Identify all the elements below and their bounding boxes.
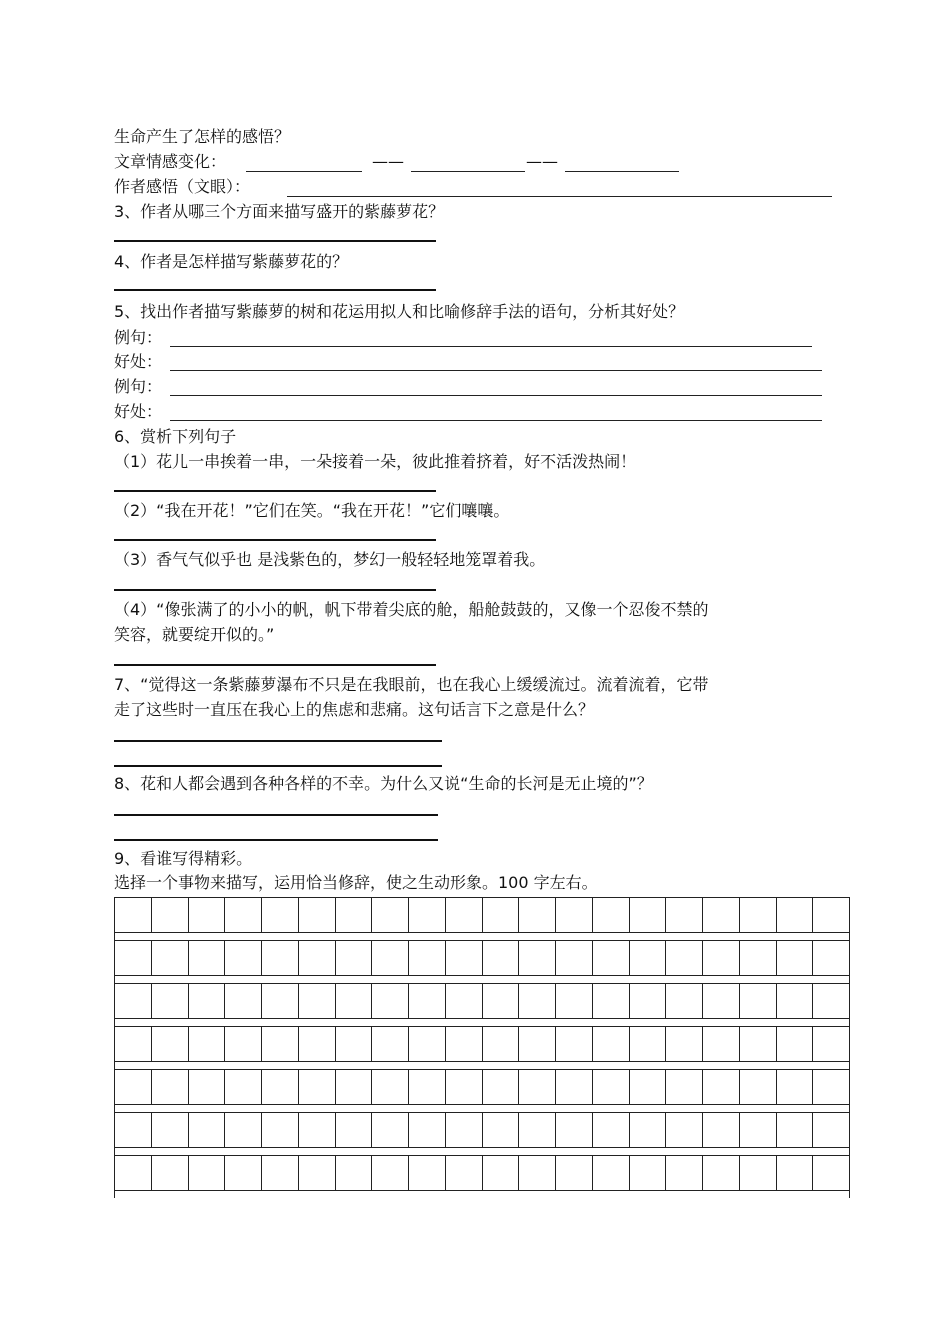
grid-cell[interactable] xyxy=(446,1113,483,1147)
grid-cell[interactable] xyxy=(336,1156,373,1190)
grid-cell[interactable] xyxy=(740,984,777,1018)
grid-cell[interactable] xyxy=(225,984,262,1018)
grid-row xyxy=(114,1112,850,1148)
grid-cell[interactable] xyxy=(556,984,593,1018)
q8-answer-line-1[interactable] xyxy=(114,814,438,816)
grid-cell[interactable] xyxy=(115,1070,152,1104)
grid-row-gap xyxy=(114,1019,850,1026)
q5-example-label-2: 例句： xyxy=(114,377,163,396)
grid-cell[interactable] xyxy=(409,1070,446,1104)
grid-cell[interactable] xyxy=(556,1070,593,1104)
grid-cell[interactable] xyxy=(813,898,850,932)
grid-cell[interactable] xyxy=(630,984,667,1018)
grid-row-gap xyxy=(114,1191,850,1198)
grid-cell[interactable] xyxy=(666,1156,703,1190)
grid-cell[interactable] xyxy=(483,1113,520,1147)
emotion-dash-2: —— xyxy=(526,152,558,171)
emotion-blank-3[interactable] xyxy=(565,171,679,172)
q5-benefit-label-1: 好处： xyxy=(114,352,163,371)
grid-cell[interactable] xyxy=(593,941,630,975)
grid-cell[interactable] xyxy=(372,1156,409,1190)
grid-cell[interactable] xyxy=(777,898,814,932)
grid-cell[interactable] xyxy=(152,1027,189,1061)
grid-cell[interactable] xyxy=(189,941,226,975)
grid-cell[interactable] xyxy=(152,1156,189,1190)
q5-example-blank-2[interactable] xyxy=(170,395,822,396)
grid-cell[interactable] xyxy=(777,984,814,1018)
grid-cell[interactable] xyxy=(630,941,667,975)
grid-cell[interactable] xyxy=(593,1027,630,1061)
q5-example-label-1: 例句： xyxy=(114,328,163,347)
grid-cell[interactable] xyxy=(593,898,630,932)
grid-cell[interactable] xyxy=(703,898,740,932)
grid-cell[interactable] xyxy=(299,984,336,1018)
q6-sentence-3: （3）香气气似乎也 是浅紫色的，梦幻一般轻轻地笼罩着我。 xyxy=(114,550,546,569)
emotion-blank-1[interactable] xyxy=(246,171,362,172)
grid-cell[interactable] xyxy=(446,1027,483,1061)
grid-cell[interactable] xyxy=(519,1113,556,1147)
grid-cell[interactable] xyxy=(813,1027,850,1061)
grid-cell[interactable] xyxy=(703,1156,740,1190)
grid-cell[interactable] xyxy=(556,941,593,975)
q7-answer-line-2[interactable] xyxy=(114,765,442,767)
q8-answer-line-2[interactable] xyxy=(114,839,438,841)
q2-insight-label: 作者感悟（文眼）： xyxy=(114,177,251,196)
grid-row xyxy=(114,940,850,976)
q2-intro: 生命产生了怎样的感悟？ xyxy=(114,127,291,146)
grid-cell[interactable] xyxy=(446,1156,483,1190)
grid-cell[interactable] xyxy=(446,941,483,975)
grid-cell[interactable] xyxy=(262,1113,299,1147)
grid-cell[interactable] xyxy=(225,1070,262,1104)
grid-cell[interactable] xyxy=(372,1113,409,1147)
grid-cell[interactable] xyxy=(299,941,336,975)
grid-cell[interactable] xyxy=(556,1027,593,1061)
grid-cell[interactable] xyxy=(556,1113,593,1147)
grid-cell[interactable] xyxy=(483,898,520,932)
grid-cell[interactable] xyxy=(593,1070,630,1104)
grid-cell[interactable] xyxy=(262,941,299,975)
q5-benefit-label-2: 好处： xyxy=(114,402,163,421)
grid-cell[interactable] xyxy=(115,984,152,1018)
grid-cell[interactable] xyxy=(519,898,556,932)
grid-cell[interactable] xyxy=(666,984,703,1018)
grid-cell[interactable] xyxy=(336,1027,373,1061)
grid-cell[interactable] xyxy=(189,1113,226,1147)
q5-benefit-blank-2[interactable] xyxy=(170,420,822,421)
grid-cell[interactable] xyxy=(740,898,777,932)
grid-cell[interactable] xyxy=(115,1113,152,1147)
grid-cell[interactable] xyxy=(189,1156,226,1190)
grid-cell[interactable] xyxy=(666,1070,703,1104)
grid-row xyxy=(114,983,850,1019)
q2-emotion-label: 文章情感变化： xyxy=(114,152,227,171)
grid-row-gap xyxy=(114,976,850,983)
grid-cell[interactable] xyxy=(740,1113,777,1147)
grid-cell[interactable] xyxy=(299,1156,336,1190)
q6-question: 6、赏析下列句子 xyxy=(114,427,237,446)
q5-example-blank-1[interactable] xyxy=(170,346,812,347)
grid-cell[interactable] xyxy=(262,1070,299,1104)
q4-question: 4、作者是怎样描写紫藤萝花的？ xyxy=(114,252,349,271)
grid-cell[interactable] xyxy=(115,941,152,975)
grid-row-gap xyxy=(114,1148,850,1155)
grid-cell[interactable] xyxy=(299,1070,336,1104)
grid-cell[interactable] xyxy=(225,1027,262,1061)
grid-cell[interactable] xyxy=(409,1027,446,1061)
grid-cell[interactable] xyxy=(740,1070,777,1104)
grid-cell[interactable] xyxy=(189,898,226,932)
grid-cell[interactable] xyxy=(703,984,740,1018)
grid-cell[interactable] xyxy=(777,1113,814,1147)
grid-cell[interactable] xyxy=(483,941,520,975)
q7-question-line-2: 走了这些时一直压在我心上的焦虑和悲痛。这句话言下之意是什么？ xyxy=(114,700,595,719)
q6-sentence-2: （2）“我在开花！”它们在笑。“我在开花！”它们嚷嚷。 xyxy=(114,501,510,520)
q6-sentence-4-line-2: 笑容，就要绽开似的。” xyxy=(114,625,275,644)
grid-cell[interactable] xyxy=(813,1156,850,1190)
q6-sentence-1: （1）花儿一串挨着一串，一朵接着一朵，彼此推着挤着，好不活泼热闹！ xyxy=(114,452,637,471)
grid-cell[interactable] xyxy=(152,898,189,932)
grid-cell[interactable] xyxy=(483,1027,520,1061)
grid-cell[interactable] xyxy=(593,1156,630,1190)
grid-cell[interactable] xyxy=(740,1027,777,1061)
grid-cell[interactable] xyxy=(189,1070,226,1104)
grid-row xyxy=(114,897,850,933)
q9-title: 9、看谁写得精彩。 xyxy=(114,849,253,868)
grid-cell[interactable] xyxy=(519,984,556,1018)
grid-cell[interactable] xyxy=(556,1156,593,1190)
grid-cell[interactable] xyxy=(152,984,189,1018)
grid-cell[interactable] xyxy=(299,898,336,932)
grid-row-gap xyxy=(114,1105,850,1112)
grid-cell[interactable] xyxy=(666,1027,703,1061)
grid-cell[interactable] xyxy=(703,1070,740,1104)
grid-cell[interactable] xyxy=(409,1113,446,1147)
grid-cell[interactable] xyxy=(372,984,409,1018)
grid-cell[interactable] xyxy=(630,1070,667,1104)
grid-cell[interactable] xyxy=(262,1027,299,1061)
grid-cell[interactable] xyxy=(262,984,299,1018)
grid-cell[interactable] xyxy=(336,1113,373,1147)
insight-blank[interactable] xyxy=(287,196,832,197)
grid-cell[interactable] xyxy=(225,1156,262,1190)
grid-cell[interactable] xyxy=(446,898,483,932)
emotion-dash-1: —— xyxy=(372,152,404,171)
q3-question: 3、作者从哪三个方面来描写盛开的紫藤萝花？ xyxy=(114,202,445,221)
grid-cell[interactable] xyxy=(152,941,189,975)
q6-sentence-4-line-1: （4）“像张满了的小小的帆，帆下带着尖底的舱，船舱鼓鼓的，又像一个忍俊不禁的 xyxy=(114,600,709,619)
q5-question: 5、找出作者描写紫藤萝的树和花运用拟人和比喻修辞手法的语句，分析其好处？ xyxy=(114,302,685,321)
grid-cell[interactable] xyxy=(483,1156,520,1190)
grid-cell[interactable] xyxy=(777,1070,814,1104)
grid-row xyxy=(114,1026,850,1062)
grid-cell[interactable] xyxy=(336,1070,373,1104)
grid-cell[interactable] xyxy=(813,941,850,975)
q5-benefit-blank-1[interactable] xyxy=(170,370,822,371)
grid-cell[interactable] xyxy=(777,1027,814,1061)
grid-cell[interactable] xyxy=(630,1027,667,1061)
grid-cell[interactable] xyxy=(225,941,262,975)
grid-cell[interactable] xyxy=(483,984,520,1018)
grid-cell[interactable] xyxy=(777,1156,814,1190)
grid-cell[interactable] xyxy=(115,898,152,932)
grid-cell[interactable] xyxy=(409,1156,446,1190)
grid-cell[interactable] xyxy=(630,1156,667,1190)
grid-cell[interactable] xyxy=(519,1156,556,1190)
grid-cell[interactable] xyxy=(703,1113,740,1147)
q6-answer-line-3[interactable] xyxy=(114,589,436,591)
q7-question-line-1: 7、“觉得这一条紫藤萝瀑布不只是在我眼前，也在我心上缓缓流过。流着流着，它带 xyxy=(114,675,709,694)
grid-cell[interactable] xyxy=(519,1027,556,1061)
grid-row-gap xyxy=(114,933,850,940)
grid-cell[interactable] xyxy=(630,898,667,932)
grid-cell[interactable] xyxy=(666,1113,703,1147)
grid-cell[interactable] xyxy=(446,984,483,1018)
grid-cell[interactable] xyxy=(519,941,556,975)
grid-cell[interactable] xyxy=(556,898,593,932)
grid-cell[interactable] xyxy=(152,1113,189,1147)
grid-cell[interactable] xyxy=(189,984,226,1018)
grid-cell[interactable] xyxy=(666,898,703,932)
grid-cell[interactable] xyxy=(813,1070,850,1104)
grid-cell[interactable] xyxy=(666,941,703,975)
grid-cell[interactable] xyxy=(409,898,446,932)
grid-cell[interactable] xyxy=(336,941,373,975)
grid-cell[interactable] xyxy=(372,1027,409,1061)
grid-cell[interactable] xyxy=(115,1156,152,1190)
grid-cell[interactable] xyxy=(372,941,409,975)
grid-cell[interactable] xyxy=(519,1070,556,1104)
grid-cell[interactable] xyxy=(336,898,373,932)
q6-answer-line-2[interactable] xyxy=(114,539,436,541)
grid-cell[interactable] xyxy=(189,1027,226,1061)
grid-cell[interactable] xyxy=(372,898,409,932)
q8-question: 8、花和人都会遇到各种各样的不幸。为什么又说“生命的长河是无止境的”？ xyxy=(114,774,653,793)
q6-answer-line-1[interactable] xyxy=(114,490,436,492)
grid-row xyxy=(114,1155,850,1191)
grid-row-gap xyxy=(114,1062,850,1069)
grid-cell[interactable] xyxy=(262,1156,299,1190)
grid-cell[interactable] xyxy=(740,1156,777,1190)
q6-answer-line-4[interactable] xyxy=(114,664,436,666)
grid-cell[interactable] xyxy=(409,941,446,975)
grid-cell[interactable] xyxy=(225,1113,262,1147)
grid-cell[interactable] xyxy=(446,1070,483,1104)
grid-cell[interactable] xyxy=(152,1070,189,1104)
q4-answer-line[interactable] xyxy=(114,289,436,291)
grid-cell[interactable] xyxy=(299,1113,336,1147)
grid-cell[interactable] xyxy=(262,898,299,932)
grid-cell[interactable] xyxy=(777,941,814,975)
grid-cell[interactable] xyxy=(703,941,740,975)
grid-cell[interactable] xyxy=(593,1113,630,1147)
grid-cell[interactable] xyxy=(299,1027,336,1061)
grid-cell[interactable] xyxy=(703,1027,740,1061)
grid-cell[interactable] xyxy=(483,1070,520,1104)
grid-cell[interactable] xyxy=(740,941,777,975)
grid-cell[interactable] xyxy=(593,984,630,1018)
grid-cell[interactable] xyxy=(813,1113,850,1147)
grid-cell[interactable] xyxy=(372,1070,409,1104)
grid-row xyxy=(114,1069,850,1105)
q3-answer-line[interactable] xyxy=(114,240,436,242)
grid-cell[interactable] xyxy=(813,984,850,1018)
grid-cell[interactable] xyxy=(630,1113,667,1147)
emotion-blank-2[interactable] xyxy=(411,171,525,172)
grid-cell[interactable] xyxy=(225,898,262,932)
q7-answer-line-1[interactable] xyxy=(114,740,442,742)
grid-cell[interactable] xyxy=(336,984,373,1018)
q9-instruction: 选择一个事物来描写，运用恰当修辞，使之生动形象。100 字左右。 xyxy=(114,873,598,892)
grid-cell[interactable] xyxy=(409,984,446,1018)
grid-cell[interactable] xyxy=(115,1027,152,1061)
